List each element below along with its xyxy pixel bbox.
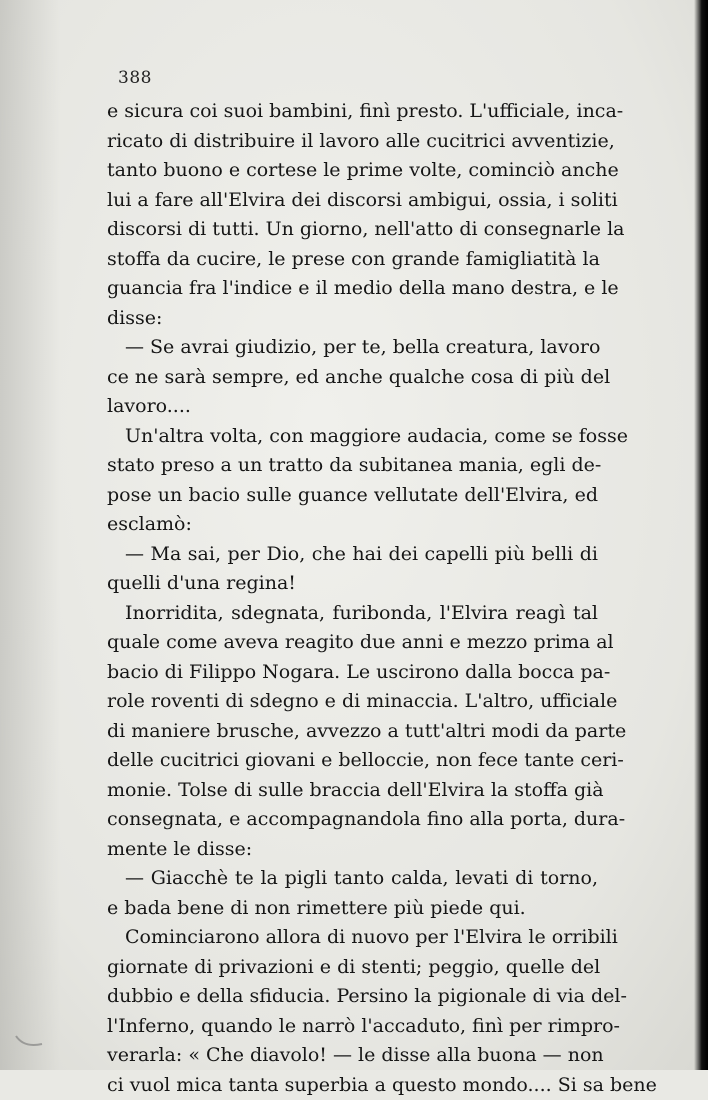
text-line: Un'altra volta, con maggiore audacia, come se fosse (107, 422, 598, 452)
text-line: stoffa da cucire, le prese con grande famigliatità la (107, 245, 598, 275)
text-line: tanto buono e cortese le prime volte, cominciò anche (107, 156, 598, 186)
text-line: quelli d'una regina! (107, 569, 598, 599)
gutter-shadow (0, 0, 60, 1070)
text-line: stato preso a un tratto da subitanea mania, egli de- (107, 451, 598, 481)
text-line: ricato di distribuire il lavoro alle cucitrici avventizie, (107, 127, 598, 157)
page-edge-border (694, 0, 708, 1070)
text-line: pose un bacio sulle guance vellutate dell'Elvira, ed (107, 481, 598, 511)
text-line: delle cucitrici giovani e belloccie, non fece tante ceri- (107, 746, 598, 776)
text-line: bacio di Filippo Nogara. Le uscirono dalla bocca pa- (107, 658, 598, 688)
text-line: guancia fra l'indice e il medio della mano destra, e le (107, 274, 598, 304)
text-line: verarla: « Che diavolo! — le disse alla buona — non (107, 1041, 598, 1071)
text-line: esclamò: (107, 510, 598, 540)
text-line: lui a fare all'Elvira dei discorsi ambigui, ossia, i soliti (107, 186, 598, 216)
text-line: disse: (107, 304, 598, 334)
text-line: di maniere brusche, avvezzo a tutt'altri modi da parte (107, 717, 598, 747)
page-number: 388 (118, 68, 152, 88)
body-text (107, 97, 598, 1100)
text-line: monie. Tolse di sulle braccia dell'Elvira la stoffa già (107, 776, 598, 806)
text-line: giornate di privazioni e di stenti; peggio, quelle del (107, 953, 598, 983)
text-line: ce ne sarà sempre, ed anche qualche cosa di più del (107, 363, 598, 393)
text-line: dubbio e della sfiducia. Persino la pigionale di via del- (107, 982, 598, 1012)
text-line: — Giacchè te la pigli tanto calda, levati di torno, (107, 864, 598, 894)
text-line: — Se avrai giudizio, per te, bella creatura, lavoro (107, 333, 598, 363)
text-line: discorsi di tutti. Un giorno, nell'atto di consegnarle la (107, 215, 598, 245)
corner-smudge-mark (14, 1030, 44, 1052)
text-line: l'Inferno, quando le narrò l'accaduto, finì per rimpro- (107, 1012, 598, 1042)
text-line: quale come aveva reagito due anni e mezzo prima al (107, 628, 598, 658)
text-line: Cominciarono allora di nuovo per l'Elvira le orribili (107, 923, 598, 953)
text-line: ci vuol mica tanta superbia a questo mondo.... Si sa bene (107, 1071, 598, 1100)
text-line: e bada bene di non rimettere più piede qui. (107, 894, 598, 924)
text-line: e sicura coi suoi bambini, finì presto. L'ufficiale, inca- (107, 97, 598, 127)
text-line: Inorridita, sdegnata, furibonda, l'Elvira reagì tal (107, 599, 598, 629)
text-line: role roventi di sdegno e di minaccia. L'altro, ufficiale (107, 687, 598, 717)
text-line: consegnata, e accompagnandola fino alla porta, dura- (107, 805, 598, 835)
text-line: mente le disse: (107, 835, 598, 865)
text-line: lavoro.... (107, 392, 598, 422)
text-line: — Ma sai, per Dio, che hai dei capelli più belli di (107, 540, 598, 570)
